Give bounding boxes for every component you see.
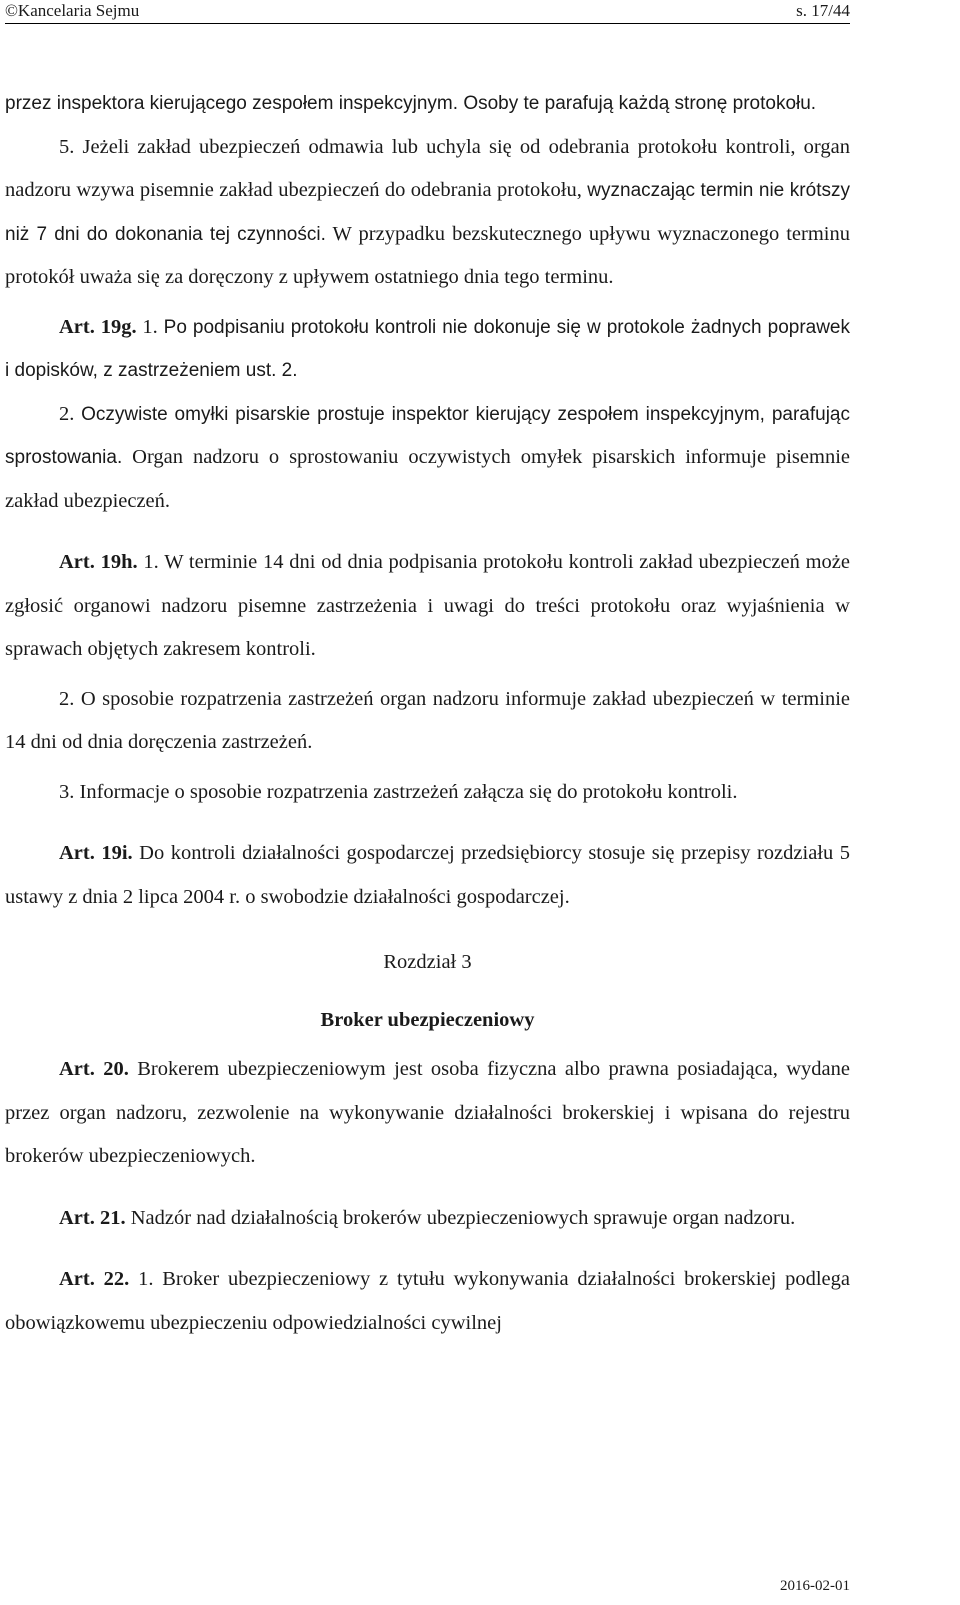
header-page-number: s. 17/44	[796, 1, 850, 20]
article-19g-1: Art. 19g. 1. Po podpisaniu protokołu kontroli nie dokonuje się w protokole żadnych poprawek i dopisków, z zastrzeżeniem ust. 2.	[5, 315, 851, 381]
header-divider	[5, 23, 850, 24]
paragraph-continuation: przez inspektora kierującego zespołem inspekcyjnym. Osoby te parafują każdą stronę protokołu.	[5, 93, 817, 114]
article-19i: Art. 19i. Do kontroli działalności gospodarczej przedsiębiorcy stosuje się przepisy rozdziału 5 ustawy z dnia 2 lipca 2004 r. o swobodzie działalności gospodarczej.	[5, 842, 850, 908]
article-19h-3: 3. Informacje o sposobie rozpatrzenia zastrzeżeń załącza się do protokołu kontroli.	[59, 780, 738, 803]
page-header	[5, 0, 850, 22]
footer-date: 2016-02-01	[780, 1578, 850, 1594]
article-19h-1: Art. 19h. 1. W terminie 14 dni od dnia podpisania protokołu kontroli zakład ubezpieczeń może zgłosić organowi nadzoru pisemne zastrzeżenia i uwagi do treści protokołu oraz wyjaśnienia w sprawach objętych zakresem kontroli.	[5, 551, 850, 660]
article-22-1: Art. 22. 1. Broker ubezpieczeniowy z tytułu wykonywania działalności brokerskiej podlega obowiązkowemu ubezpieczeniu odpowiedzialności cywilnej	[5, 1268, 850, 1334]
article-number: Art. 20.	[59, 1058, 129, 1080]
article-number: Art. 22.	[59, 1268, 130, 1290]
chapter-label: Rozdział 3	[383, 951, 472, 973]
article-19h-2: 2. O sposobie rozpatrzenia zastrzeżeń organ nadzoru informuje zakład ubezpieczeń w terminie 14 dni od dnia doręczenia zastrzeżeń.	[5, 687, 850, 753]
article-number: Art. 21.	[59, 1206, 126, 1229]
chapter-title: Broker ubezpieczeniowy	[320, 1008, 535, 1031]
header-copyright: ©Kancelaria Sejmu	[5, 1, 140, 20]
article-20: Art. 20. Brokerem ubezpieczeniowym jest osoba fizyczna albo prawna posiadająca, wydane przez organ nadzoru, zezwolenie na wykonywanie działalności brokerskiej i wpisana do rejestru brokerów ubezpieczeniowych.	[5, 1058, 851, 1167]
article-number: Art. 19i.	[59, 842, 133, 864]
article-21: Art. 21. Nadzór nad działalnością brokerów ubezpieczeniowych sprawuje organ nadzoru.	[59, 1206, 796, 1229]
article-number: Art. 19g.	[59, 315, 137, 338]
article-number: Art. 19h.	[59, 551, 138, 573]
document-body	[5, 82, 850, 1345]
paragraph-5: 5. Jeżeli zakład ubezpieczeń odmawia lub uchyla się od odebrania protokołu kontroli, organ nadzoru wzywa pisemnie zakład ubezpieczeń do odebrania protokołu, wyznaczając termin nie krótszy niż 7 dni do dokonania tej czynności. W przypadku bezskutecznego upływu wyznaczonego terminu protokół uważa się za doręczony z upływem ostatniego dnia tego terminu.	[5, 135, 850, 288]
article-19g-2: 2. Oczywiste omyłki pisarskie prostuje inspektor kierujący zespołem inspekcyjnym, parafując sprostowania. Organ nadzoru o sprostowaniu oczywistych omyłek pisarskich informuje pisemnie zakład ubezpieczeń.	[5, 402, 850, 512]
